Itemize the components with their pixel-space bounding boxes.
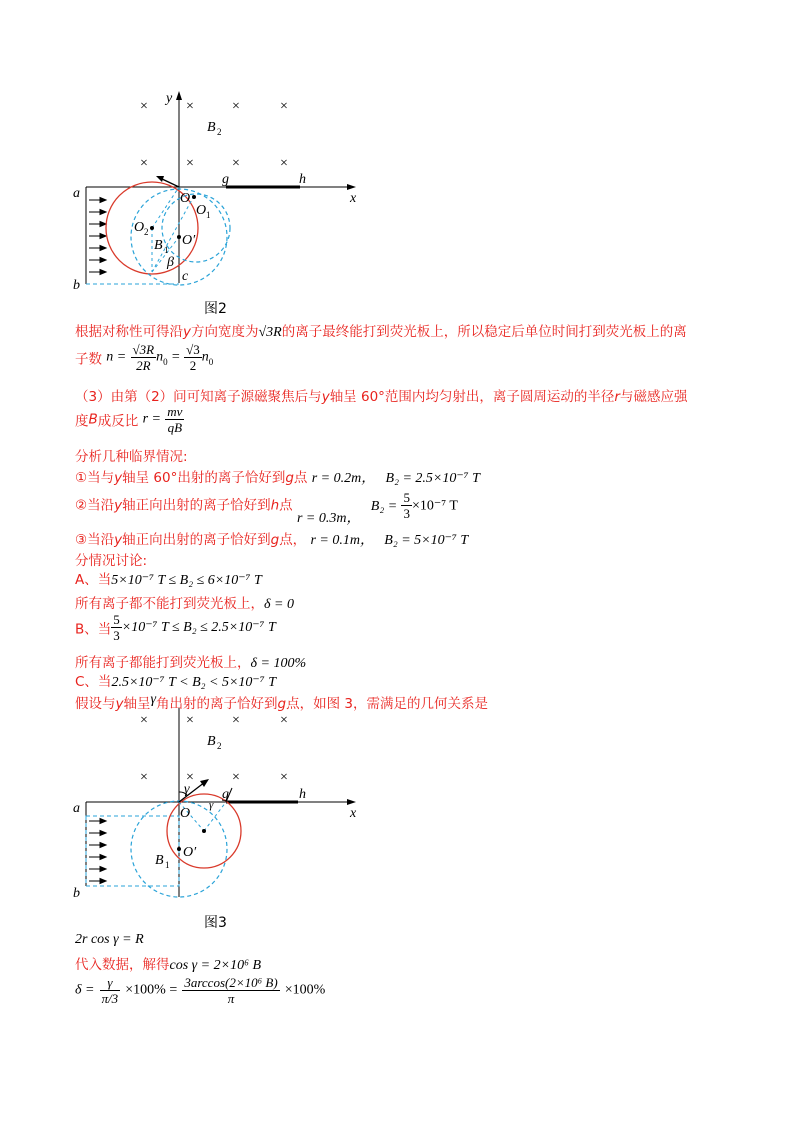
paragraph-substitute: 代入数据，解得cos γ = 2×10⁶ B — [75, 957, 261, 973]
discussion-a: A、当5×10⁻⁷ T ≤ B₂ ≤ 6×10⁻⁷ T — [75, 572, 262, 588]
ion-beam-arrows — [89, 819, 106, 884]
cross-mark: × — [140, 770, 148, 785]
b1-label: B — [154, 238, 163, 253]
cross-mark: × — [186, 156, 194, 171]
cross-mark: × — [140, 156, 148, 171]
b1-label: B — [155, 853, 164, 868]
beta-label: β — [167, 255, 174, 270]
discussion-b: B、当 $\frac{5}{3}$ ×10⁻⁷ T ≤ B₂ ≤ 2.5×10⁻⁷ T — [75, 612, 276, 643]
cross-mark: × — [140, 99, 148, 114]
svg-text:1: 1 — [164, 245, 169, 255]
paragraph-2: 子数 n = $\frac{√3R}{2R}$ $n_0$ = $\frac{√3}{2}$ $n_0$ — [75, 342, 214, 373]
cross-mark: × — [140, 713, 148, 728]
y-axis-label: y — [166, 91, 173, 106]
o-label: O — [180, 191, 191, 206]
b-label: b — [73, 278, 80, 293]
svg-text:1: 1 — [165, 860, 170, 870]
g-label: g — [222, 172, 229, 187]
svg-text:2: 2 — [217, 741, 222, 751]
discussion-heading: 分情况讨论: — [75, 553, 148, 569]
cross-mark: × — [280, 156, 288, 171]
x-axis-label: x — [350, 806, 357, 821]
gamma-label: γ — [184, 782, 190, 797]
b2-label: B — [207, 120, 216, 135]
c-label: c — [182, 269, 189, 284]
b2-label: B — [207, 734, 216, 749]
discussion-c-text: 假设与y轴呈γ角出射的离子恰好到g点，如图 3，需满足的几何关系是 — [75, 692, 488, 712]
cross-mark: × — [232, 713, 240, 728]
svg-text:2: 2 — [144, 227, 149, 237]
equation-delta: δ = $\frac{\gamma}{\pi/3}$ ×100% = $\frac{\text{3arccos(2×10⁶ B)}}{\pi}$ ×100% — [75, 975, 326, 1006]
ion-beam-arrows — [89, 198, 106, 275]
paragraph-1: 根据对称性可得沿y方向宽度为√3R的离子最终能打到荧光板上，所以稳定后单位时间打到荧光板上的离 — [75, 324, 687, 340]
o1-label: O — [196, 203, 207, 218]
cross-mark: × — [280, 99, 288, 114]
svg-text:2: 2 — [217, 127, 222, 137]
case-3: ③当沿y轴正向出射的离子恰好到g点， r = 0.1m， B₂ = 5×10⁻⁷ T — [75, 532, 469, 548]
paragraph-5: 分析几种临界情况: — [75, 449, 188, 465]
equation-geometry: 2r cos γ = R — [75, 932, 144, 947]
discussion-c: C、当2.5×10⁻⁷ T < B₂ < 5×10⁻⁷ T — [75, 674, 276, 690]
case-1: ①当与y轴呈 60°出射的离子恰好到g点 r = 0.2m， B₂ = 2.5×10⁻⁷ T — [75, 470, 480, 486]
discussion-a-result: 所有离子都不能打到荧光板上，δ = 0 — [75, 596, 294, 612]
cross-mark: × — [280, 770, 288, 785]
figure-2-caption: 图2 — [204, 301, 227, 317]
h-label: h — [299, 787, 306, 802]
figure-3-diagram — [0, 700, 800, 920]
cross-mark: × — [232, 770, 240, 785]
cross-mark: × — [186, 713, 194, 728]
o-prime-label: O′ — [183, 845, 197, 860]
discussion-b-result: 所有离子都能打到荧光板上，δ = 100% — [75, 655, 307, 671]
x-axis-label: x — [350, 191, 357, 206]
cross-mark: × — [232, 99, 240, 114]
case-2: ②当沿y轴正向出射的离子恰好到h点 r = 0.3m， B₂ = $\frac{5}{3}$ ×10⁻⁷ T — [75, 490, 458, 526]
cross-mark: × — [280, 713, 288, 728]
o-prime-label: O′ — [182, 233, 196, 248]
paragraph-4: 度B成反比 r = $\frac{mv}{qB}$ — [75, 404, 183, 435]
figure-3-caption: 图3 — [204, 915, 227, 931]
cross-mark: × — [186, 770, 194, 785]
gamma-label-2: γ — [209, 799, 214, 811]
a-label: a — [73, 801, 80, 816]
b-label: b — [73, 886, 80, 901]
paragraph-3: （3）由第（2）问可知离子源磁聚焦后与y轴呈 60°范围内均匀射出，离子圆周运动的半径r与磁感应强 — [75, 389, 688, 405]
figure-2-diagram — [0, 0, 800, 300]
h-label: h — [299, 172, 306, 187]
o2-label: O — [134, 220, 145, 235]
cross-mark: × — [186, 99, 194, 114]
svg-text:1: 1 — [206, 210, 211, 220]
o-label: O — [180, 806, 191, 821]
a-label: a — [73, 186, 80, 201]
cross-mark: × — [232, 156, 240, 171]
g-label: g — [222, 787, 229, 802]
